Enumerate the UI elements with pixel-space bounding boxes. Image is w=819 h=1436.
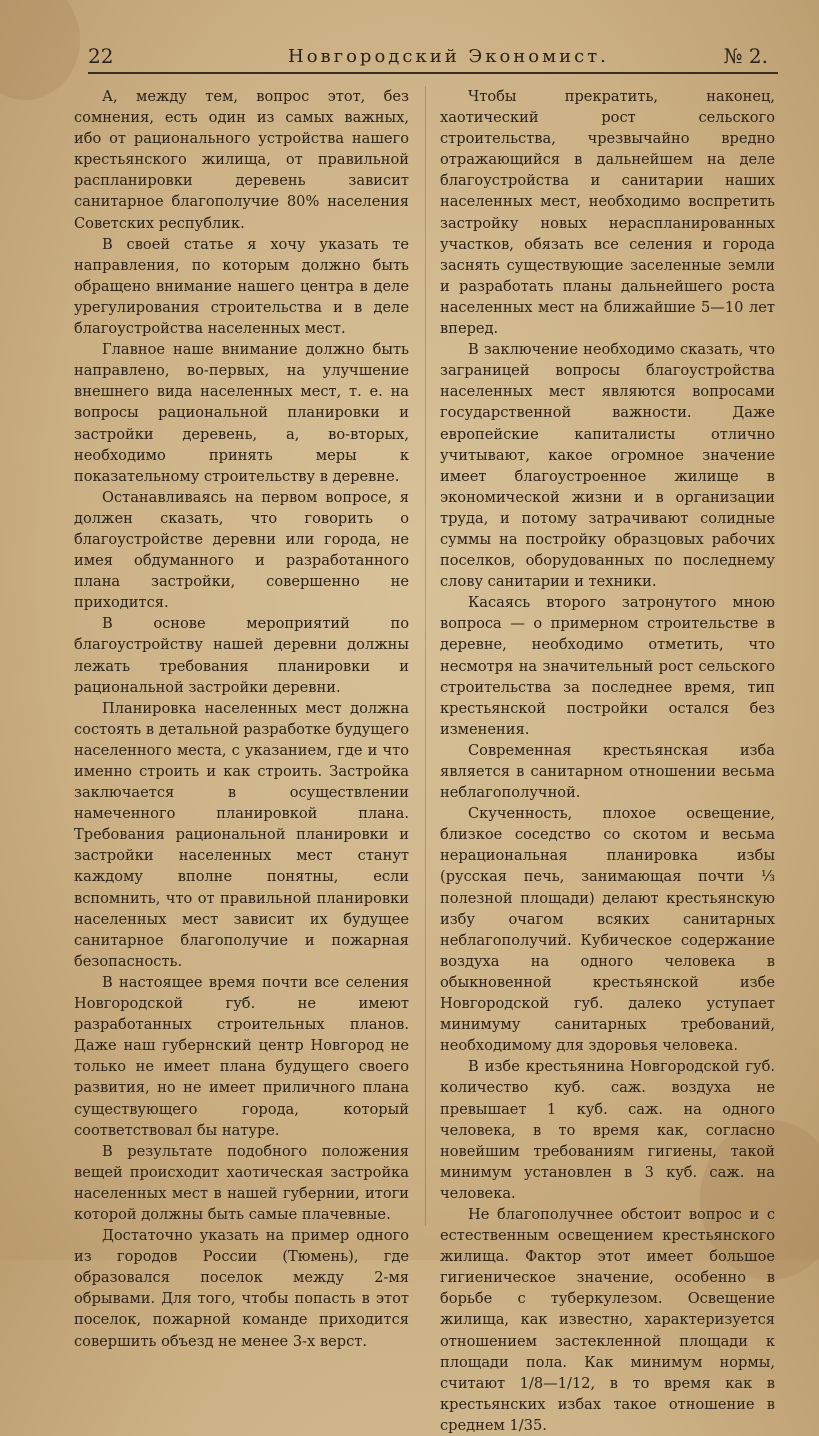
paragraph: В основе мероприятий по благоустройству нашей деревни должны лежать требования планировки и рациональной застройки деревни. bbox=[74, 615, 409, 696]
paragraph: Не благополучнее обстоит вопрос и с естественным освещением крестьянского жилища. Фактор этот имеет большое гигиеническое значение, особенно в борьбе с туберкулезом. Освещение жилища, как известно, характеризуется отношением застекленной площади к площади пола. Как минимум нормы, считают 1/8—1/12, в то время как в крестьянских избах такое отношение в среднем 1/35. bbox=[440, 1205, 775, 1434]
paper-stain bbox=[0, 0, 80, 100]
column-divider bbox=[425, 86, 426, 1226]
paragraph: Скученность, плохое освещение, близкое соседство со скотом и весьма нерациональная планировка избы (русская печь, занимающая почти ⅓ полезной площади) делают крестьянскую избу очагом всяких санитарных неблагополучий. Кубическое содержание воздуха на одного человека в обыкновенной крестьянской избе Новгородской губ. далеко уступает минимуму санитарных требований, необходимому для здоровья человека. bbox=[440, 805, 775, 1055]
paragraph: В результате подобного положения вещей происходит хаотическая застройка населенных мест в нашей губернии, итоги которой должны быть самые плачевные. bbox=[74, 1142, 409, 1223]
right-column bbox=[440, 86, 775, 1436]
page-header bbox=[88, 42, 778, 74]
left-column bbox=[74, 86, 409, 1352]
paragraph: В заключение необходимо сказать, что заграницей вопросы благоустройства населенных мест являются вопросами государственной важности. Даже европейские капиталисты отлично учитывают, какое огромное значение имеет благоустроенное жилище в экономической жизни и в организации труда, и потому затрачивают солидные суммы на постройку образцовых рабочих поселков, оборудованных по последнему слову санитарии и техники. bbox=[440, 341, 775, 591]
paragraph: Касаясь второго затронутого мною вопроса — о примерном строительстве в деревне, необходимо отметить, что несмотря на значительный рост сельского строительства за последнее время, тип крестьянской постройки остался без изменения. bbox=[440, 594, 775, 738]
paragraph: В настоящее время почти все селения Новгородской губ. не имеют разработанных строительных планов. Даже наш губернский центр Новгород не только не имеет плана будущего своего развития, но не имеет приличного плана существующего города, который соответствовал бы натуре. bbox=[74, 973, 409, 1139]
paragraph: Достаточно указать на пример одного из городов России (Тюмень), где образовался поселок между 2-мя обрывами. Для того, чтобы попасть в этот поселок, пожарной команде приходится совершить объезд не менее 3-х верст. bbox=[74, 1227, 409, 1350]
paragraph: Останавливаясь на первом вопросе, я должен сказать, что говорить о благоустройстве деревни или города, не имея обдуманного и разработанного плана застройки, совершенно не приходится. bbox=[74, 488, 409, 612]
publication-title: Новгородский Экономист. bbox=[288, 46, 609, 67]
paragraph: В избе крестьянина Новгородской губ. количество куб. саж. воздуха не превышает 1 куб. саж. на одного человека, в то время как, согласно новейшим требованиям гигиены, такой минимум установлен в 3 куб. саж. на человека. bbox=[440, 1058, 775, 1202]
paragraph: Планировка населенных мест должна состоять в детальной разработке будущего населенного места, с указанием, где и что именно строить и как строить. Застройка заключается в осуществлении намеченного планировкой плана. Требования рациональной планировки и застройки населенных мест станут каждому вполне понятны, если вспомнить, что от правильной планировки населенных мест зависит их будущее санитарное благополучие и пожарная безопасность. bbox=[74, 699, 409, 970]
paragraph: Современная крестьянская изба является в санитарном отношении весьма неблагополучной. bbox=[440, 741, 775, 802]
paragraph: А, между тем, вопрос этот, без сомнения, есть один из самых важных, ибо от рационального устройства нашего крестьянского жилища, от правильной распланировки деревень зависит санитарное благополучие 80% населения Советских республик. bbox=[74, 88, 409, 232]
paragraph: Главное наше внимание должно быть направлено, во-первых, на улучшение внешнего вида населенных мест, т. е. на вопросы рациональной планировки и застройки деревень, а, во-вторых, необходимо принять меры к показательному строительству в деревне. bbox=[74, 341, 409, 485]
paragraph: Чтобы прекратить, наконец, хаотический рост сельского строительства, чрезвычайно вредно отражающийся в дальнейшем на деле благоустройства и санитарии наших населенных мест, необходимо воспретить застройку новых нераспланированных участков, обязать все селения и города заснять существующие заселенные земли и разработать планы дальнейшего роста населенных мест на ближайшие 5—10 лет вперед. bbox=[440, 88, 775, 338]
issue-number: № 2. bbox=[723, 44, 768, 68]
paragraph: В своей статье я хочу указать те направления, по которым должно быть обращено внимание нашего центра в деле урегулирования строительства и в деле благоустройства населенных мест. bbox=[74, 235, 409, 338]
page-number: 22 bbox=[88, 44, 114, 68]
